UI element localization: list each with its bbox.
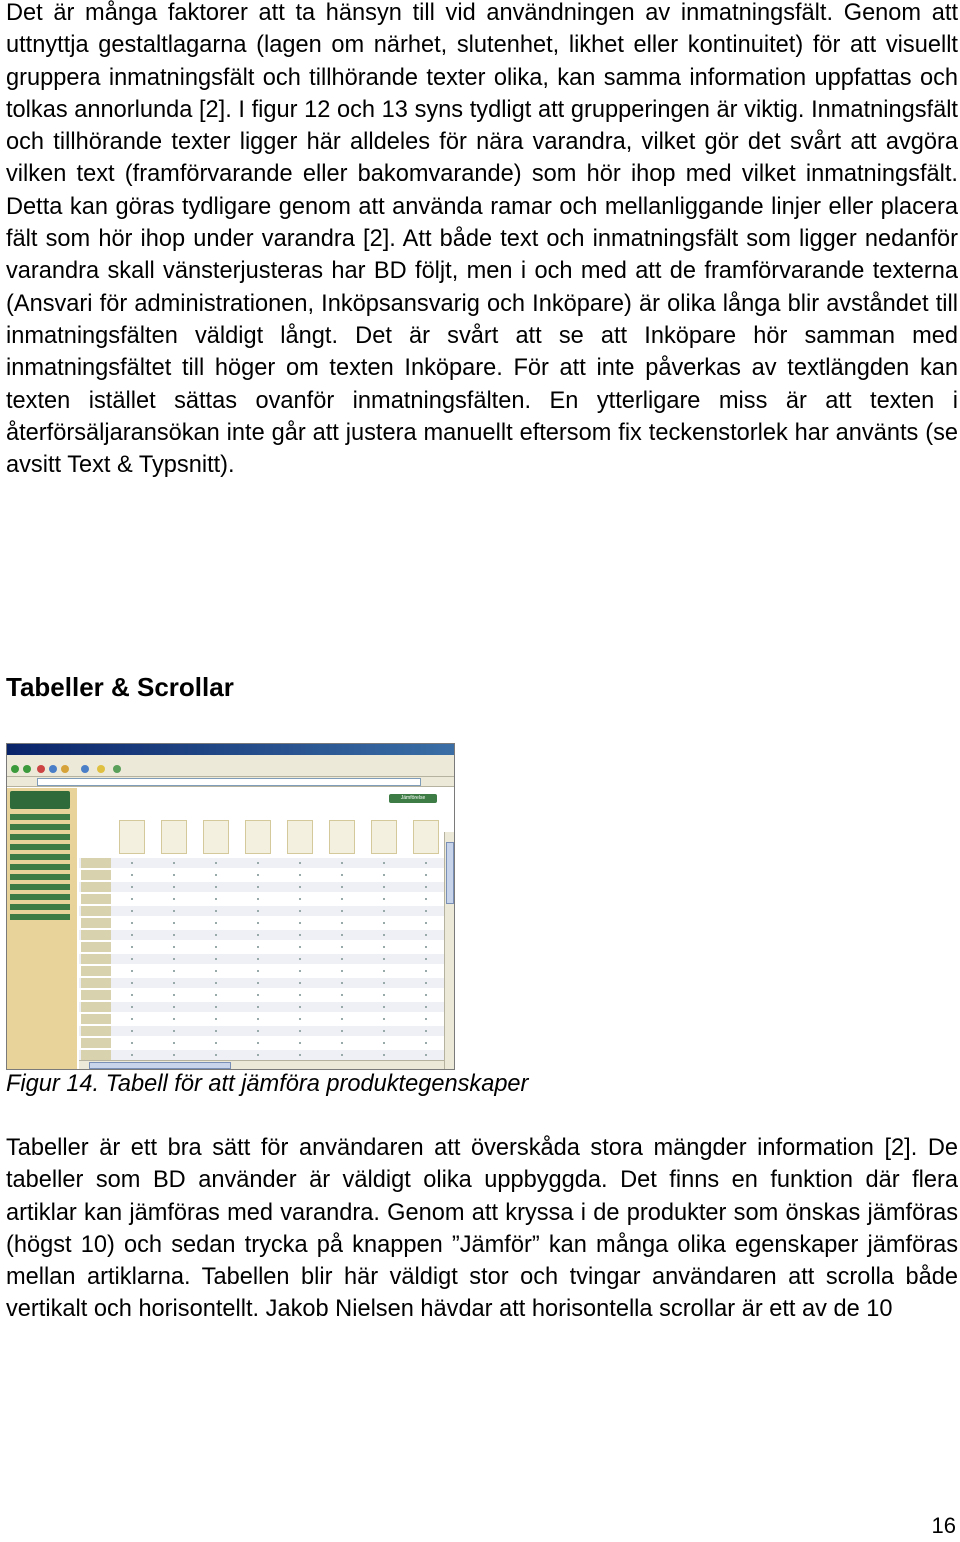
table-cell: [299, 958, 301, 960]
table-cell: [131, 982, 133, 984]
table-cell: [341, 1030, 343, 1032]
table-cell: [299, 874, 301, 876]
table-cell: [173, 1018, 175, 1020]
table-cell: [131, 1030, 133, 1032]
row-label: [81, 918, 111, 928]
table-cell: [383, 970, 385, 972]
table-cell: [173, 1006, 175, 1008]
table-row: [79, 906, 444, 916]
table-row: [79, 1050, 444, 1060]
table-cell: [425, 1018, 427, 1020]
product-header: [329, 820, 355, 854]
horizontal-scroll-thumb: [89, 1062, 231, 1069]
table-cell: [383, 874, 385, 876]
table-cell: [341, 946, 343, 948]
table-cell: [425, 910, 427, 912]
table-cell: [215, 874, 217, 876]
table-cell: [383, 934, 385, 936]
table-cell: [173, 946, 175, 948]
table-cell: [425, 922, 427, 924]
table-cell: [383, 862, 385, 864]
nav-item: [10, 884, 70, 890]
table-cell: [299, 1030, 301, 1032]
table-cell: [215, 910, 217, 912]
compare-button: Jämförelse: [389, 794, 437, 803]
table-cell: [215, 898, 217, 900]
table-row: [79, 1014, 444, 1024]
table-cell: [215, 994, 217, 996]
table-cell: [257, 1030, 259, 1032]
table-cell: [257, 970, 259, 972]
table-cell: [341, 922, 343, 924]
table-cell: [173, 1054, 175, 1056]
history-icon: [113, 765, 121, 773]
table-cell: [341, 1042, 343, 1044]
product-header: [161, 820, 187, 854]
back-icon: [11, 765, 19, 773]
table-cell: [257, 1042, 259, 1044]
table-cell: [341, 1006, 343, 1008]
compare-table: [79, 788, 444, 1069]
row-label: [81, 1038, 111, 1048]
table-row: [79, 954, 444, 964]
table-cell: [173, 1042, 175, 1044]
table-cell: [131, 994, 133, 996]
refresh-icon: [49, 765, 57, 773]
section-heading: Tabeller & Scrollar: [6, 672, 234, 702]
table-cell: [425, 886, 427, 888]
table-cell: [257, 1018, 259, 1020]
table-cell: [173, 934, 175, 936]
row-label: [81, 930, 111, 940]
figure-caption: Figur 14. Tabell för att jämföra produktegenskaper: [6, 1071, 529, 1097]
table-row: [79, 858, 444, 868]
product-header: [413, 820, 439, 854]
table-cell: [383, 1018, 385, 1020]
table-cell: [257, 874, 259, 876]
table-cell: [299, 982, 301, 984]
table-cell: [299, 1006, 301, 1008]
table-row: [79, 930, 444, 940]
table-cell: [173, 970, 175, 972]
table-cell: [131, 910, 133, 912]
row-label: [81, 1014, 111, 1024]
table-cell: [215, 1030, 217, 1032]
nav-item: [10, 894, 70, 900]
table-cell: [299, 910, 301, 912]
favorites-icon: [97, 765, 105, 773]
page-content: [7, 788, 454, 1069]
stop-icon: [37, 765, 45, 773]
table-cell: [383, 1006, 385, 1008]
table-cell: [383, 946, 385, 948]
table-cell: [131, 862, 133, 864]
nav-item: [10, 834, 70, 840]
table-cell: [215, 946, 217, 948]
table-cell: [341, 886, 343, 888]
table-cell: [425, 946, 427, 948]
row-label: [81, 942, 111, 952]
table-cell: [173, 874, 175, 876]
table-cell: [299, 1018, 301, 1020]
table-cell: [341, 898, 343, 900]
table-cell: [383, 958, 385, 960]
body-paragraph: Det är många faktorer att ta hänsyn till vid användningen av inmatningsfält. Genom att uttnyttja gestaltlagarna (lagen om närhet, slutenhet, likhet eller kontinuitet) för att visuellt gruppera inmatningsfält och tillhörande texter olika, kan samma information uppfattas och tolkas annorlunda [2]. I figur 12 och 13 syns tydligt att grupperingen är viktig. Inmatningsfält och tillhörande texter ligger här alldeles för nära varandra, vilket gör det svårt att avgöra vilken text (framförvarande eller bakomvarande) som hör ihop med vilket inmatningsfält. Detta kan göras tydligare genom att använda ramar och mellanliggande linjer eller placera fält som hör ihop under varandra [2]. Att både text och inmatningsfält som ligger nedanför varandra skall vänsterjusteras har BD följt, men i och med att de framförvarande texterna (Ansvari för administrationen, Inköpsansvarig och Inköpare) är olika långa blir avståndet till inmatningsfälten väldigt långt. Det är svårt att se att Inköpare hör samman med inmatningsfältet till höger om texten Inköpare. För att inte påverkas av textlängden kan texten istället sättas ovanför inmatningsfälten. En ytterligare miss är att texten i återförsäljaransökan inte går att justera manuellt eftersom fix teckenstorlek har använts (se avsitt Text & Typsnitt).: [6, 0, 958, 479]
table-cell: [383, 994, 385, 996]
page-number: 16: [931, 1513, 956, 1538]
table-row: [79, 1002, 444, 1012]
table-cell: [341, 910, 343, 912]
row-label: [81, 1002, 111, 1012]
table-row: [79, 990, 444, 1000]
table-cell: [257, 946, 259, 948]
table-cell: [299, 970, 301, 972]
table-cell: [257, 958, 259, 960]
table-cell: [425, 982, 427, 984]
table-cell: [131, 946, 133, 948]
table-cell: [383, 1030, 385, 1032]
table-cell: [299, 1054, 301, 1056]
table-cell: [173, 910, 175, 912]
table-cell: [131, 1006, 133, 1008]
table-cell: [299, 946, 301, 948]
table-cell: [383, 1054, 385, 1056]
table-cell: [257, 994, 259, 996]
table-cell: [341, 994, 343, 996]
site-logo: [10, 791, 70, 809]
product-header: [203, 820, 229, 854]
table-cell: [299, 898, 301, 900]
table-cell: [173, 922, 175, 924]
nav-item: [10, 864, 70, 870]
table-cell: [341, 862, 343, 864]
table-cell: [215, 958, 217, 960]
row-label: [81, 966, 111, 976]
table-cell: [425, 994, 427, 996]
body-paragraph: Tabeller är ett bra sätt för användaren att överskåda stora mängder information [2]. De tabeller som BD använder är väldigt olika uppbyggda. Det finns en funktion där flera artiklar kan jämföras med varandra. Genom att kryssa i de produkter som önskas jämföras (högst 10) och sedan trycka på knappen ”Jämför” kan många olika egenskaper jämföras mellan artiklarna. Tabellen blir här väldigt stor och tvingar användaren att scrolla både vertikalt och horisontellt. Jakob Nielsen hävdar att horisontella scrollar är ett av de 10: [6, 1135, 958, 1323]
table-cell: [257, 862, 259, 864]
table-cell: [215, 1006, 217, 1008]
table-row: [79, 1026, 444, 1036]
table-cell: [257, 1006, 259, 1008]
table-cell: [341, 934, 343, 936]
table-cell: [131, 1054, 133, 1056]
table-cell: [131, 874, 133, 876]
table-cell: [215, 1018, 217, 1020]
table-cell: [257, 898, 259, 900]
table-row: [79, 942, 444, 952]
table-cell: [299, 922, 301, 924]
table-cell: [173, 886, 175, 888]
browser-addressbar: [7, 777, 454, 787]
table-cell: [425, 874, 427, 876]
table-cell: [173, 1030, 175, 1032]
table-cell: [341, 958, 343, 960]
table-cell: [215, 886, 217, 888]
table-cell: [215, 862, 217, 864]
table-cell: [257, 1054, 259, 1056]
table-cell: [425, 1042, 427, 1044]
table-cell: [341, 982, 343, 984]
table-cell: [341, 970, 343, 972]
table-cell: [131, 898, 133, 900]
table-row: [79, 870, 444, 880]
browser-menubar: [7, 755, 454, 762]
nav-item: [10, 874, 70, 880]
table-cell: [383, 1042, 385, 1044]
table-cell: [425, 898, 427, 900]
row-label: [81, 978, 111, 988]
row-label: [81, 990, 111, 1000]
table-row: [79, 918, 444, 928]
table-cell: [173, 994, 175, 996]
row-label: [81, 954, 111, 964]
table-cell: [383, 982, 385, 984]
table-cell: [131, 1042, 133, 1044]
nav-item: [10, 914, 70, 920]
table-cell: [299, 994, 301, 996]
table-cell: [425, 934, 427, 936]
table-cell: [131, 970, 133, 972]
table-cell: [257, 910, 259, 912]
row-label: [81, 1026, 111, 1036]
table-cell: [173, 862, 175, 864]
horizontal-scrollbar: [79, 1060, 444, 1069]
browser-toolbar: [7, 762, 454, 777]
table-row: [79, 1038, 444, 1048]
table-cell: [257, 934, 259, 936]
nav-item: [10, 904, 70, 910]
table-cell: [215, 934, 217, 936]
row-label: [81, 1050, 111, 1060]
table-row: [79, 882, 444, 892]
nav-item: [10, 854, 70, 860]
table-cell: [299, 886, 301, 888]
table-cell: [215, 922, 217, 924]
table-cell: [173, 898, 175, 900]
figure-screenshot: [6, 743, 455, 1070]
browser-titlebar: [7, 744, 454, 755]
table-cell: [131, 1018, 133, 1020]
table-cell: [341, 874, 343, 876]
table-cell: [425, 1030, 427, 1032]
table-cell: [215, 1054, 217, 1056]
row-label: [81, 906, 111, 916]
table-cell: [341, 1018, 343, 1020]
row-label: [81, 894, 111, 904]
table-cell: [425, 970, 427, 972]
table-cell: [383, 910, 385, 912]
table-row: [79, 978, 444, 988]
table-cell: [383, 898, 385, 900]
table-cell: [257, 982, 259, 984]
table-cell: [131, 886, 133, 888]
table-cell: [131, 922, 133, 924]
table-cell: [425, 1006, 427, 1008]
table-cell: [215, 970, 217, 972]
product-header: [371, 820, 397, 854]
product-header: [119, 820, 145, 854]
row-label: [81, 858, 111, 868]
table-cell: [383, 886, 385, 888]
table-row: [79, 966, 444, 976]
table-cell: [215, 1042, 217, 1044]
address-field: [37, 778, 421, 786]
table-cell: [131, 934, 133, 936]
table-cell: [299, 862, 301, 864]
home-icon: [61, 765, 69, 773]
forward-icon: [23, 765, 31, 773]
row-label: [81, 870, 111, 880]
table-cell: [299, 934, 301, 936]
table-cell: [383, 922, 385, 924]
nav-item: [10, 844, 70, 850]
row-label: [81, 882, 111, 892]
nav-item: [10, 824, 70, 830]
table-cell: [257, 886, 259, 888]
sidebar: [7, 788, 77, 1069]
table-row: [79, 894, 444, 904]
nav-item: [10, 814, 70, 820]
table-cell: [257, 922, 259, 924]
table-cell: [425, 1054, 427, 1056]
table-cell: [341, 1054, 343, 1056]
vertical-scrollbar: [444, 832, 454, 1069]
table-cell: [131, 958, 133, 960]
table-cell: [215, 982, 217, 984]
table-cell: [173, 958, 175, 960]
vertical-scroll-thumb: [446, 842, 454, 904]
table-cell: [425, 862, 427, 864]
table-cell: [173, 982, 175, 984]
table-cell: [299, 1042, 301, 1044]
product-header: [245, 820, 271, 854]
search-icon: [81, 765, 89, 773]
table-cell: [425, 958, 427, 960]
product-header: [287, 820, 313, 854]
